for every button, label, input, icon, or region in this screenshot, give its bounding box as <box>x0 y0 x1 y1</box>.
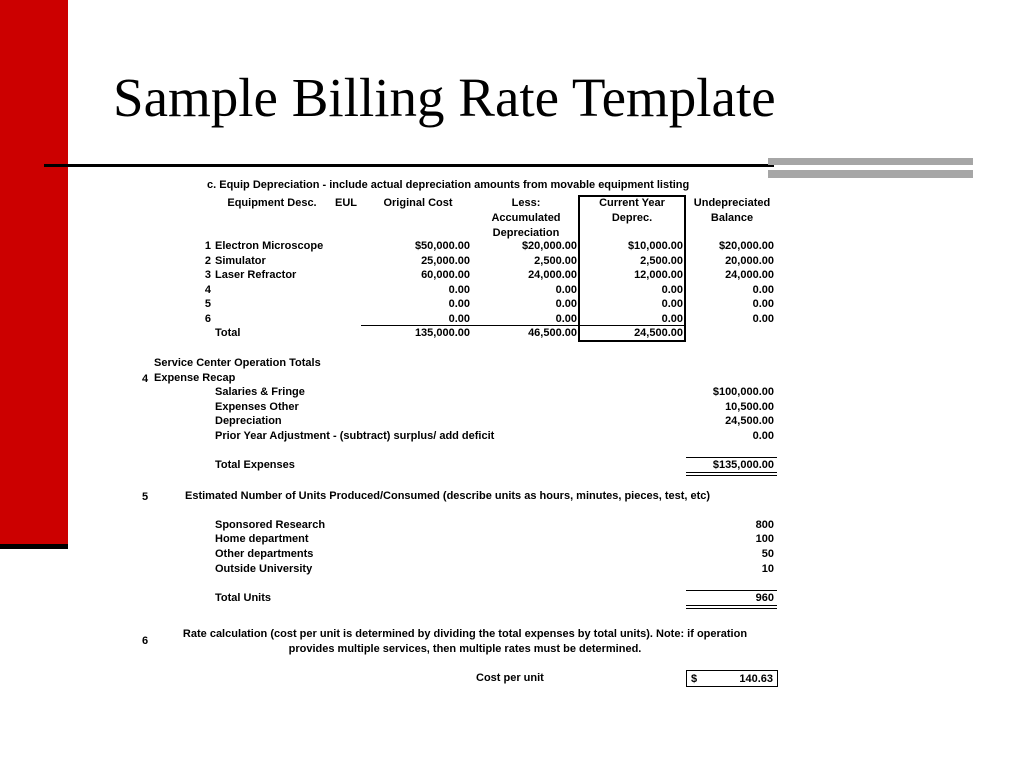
row-original-cost: 0.00 <box>448 284 470 296</box>
row-accum-depr: 24,000.00 <box>528 269 577 281</box>
row-original-cost: 25,000.00 <box>421 255 470 267</box>
row-accum-depr: 0.00 <box>555 298 577 310</box>
row-current-depr: 0.00 <box>661 313 683 325</box>
expense-label: Prior Year Adjustment - (subtract) surplus/ add deficit <box>215 430 495 442</box>
row-number: 1 <box>204 240 211 252</box>
row-number: 5 <box>204 298 211 310</box>
row-number: 4 <box>204 284 211 296</box>
total-expenses-value: $135,000.00 <box>712 459 774 471</box>
col-header-current-2: Deprec. <box>611 212 653 224</box>
units-value: 50 <box>761 548 774 560</box>
row-desc: Simulator <box>215 255 266 267</box>
row-desc: Electron Microscope <box>215 240 324 252</box>
expense-value: 0.00 <box>752 430 774 442</box>
row-undep-balance: 20,000.00 <box>725 255 774 267</box>
units-label: Sponsored Research <box>215 519 326 531</box>
units-value: 800 <box>755 519 774 531</box>
row-undep-balance: 0.00 <box>752 313 774 325</box>
units-value: 100 <box>755 533 774 545</box>
col-header-accum-2: Accumulated <box>491 212 561 224</box>
total-expenses-double-rule-1 <box>686 472 777 473</box>
depreciation-heading: c. Equip Depreciation - include actual depreciation amounts from movable equipment listing <box>207 179 690 191</box>
expense-label: Expenses Other <box>215 401 299 413</box>
cost-per-unit-box <box>686 670 778 687</box>
units-label: Home department <box>215 533 309 545</box>
expense-recap-heading: Expense Recap <box>154 372 236 384</box>
slide-title: Sample Billing Rate Template <box>113 67 776 128</box>
operation-totals-heading: Service Center Operation Totals <box>154 357 321 369</box>
row-number: 3 <box>204 269 211 281</box>
units-heading: Estimated Number of Units Produced/Consumed (describe units as hours, minutes, pieces, test, etc) <box>185 490 711 502</box>
col-header-current-1: Current Year <box>599 197 665 209</box>
expense-label: Salaries & Fringe <box>215 386 305 398</box>
col-header-accum-3: Depreciation <box>492 227 560 239</box>
total-original-cost: 135,000.00 <box>414 327 470 339</box>
row-original-cost: 0.00 <box>448 313 470 325</box>
row-accum-depr: $20,000.00 <box>521 240 577 252</box>
units-label: Outside University <box>215 563 313 575</box>
row-current-depr: 2,500.00 <box>640 255 683 267</box>
row-undep-balance: 0.00 <box>752 284 774 296</box>
row-current-depr: 0.00 <box>661 298 683 310</box>
title-underline <box>44 164 774 167</box>
current-year-box-right <box>684 195 686 342</box>
total-expenses-label: Total Expenses <box>215 459 295 471</box>
col-header-undep-2: Balance <box>710 212 754 224</box>
row-current-depr: 0.00 <box>661 284 683 296</box>
expense-label: Depreciation <box>215 415 282 427</box>
units-label: Other departments <box>215 548 314 560</box>
red-accent-bar <box>0 0 68 546</box>
row-current-depr: $10,000.00 <box>627 240 683 252</box>
row-undep-balance: 24,000.00 <box>725 269 774 281</box>
row-number: 2 <box>204 255 211 267</box>
section-number-6: 6 <box>142 635 149 647</box>
row-original-cost: 0.00 <box>448 298 470 310</box>
row-accum-depr: 0.00 <box>555 313 577 325</box>
accent-bar-shadow <box>0 544 68 549</box>
expense-value: 24,500.00 <box>725 415 774 427</box>
rate-calc-line-1: Rate calculation (cost per unit is determined by dividing the total expenses by total units). Note: if operation <box>182 628 748 640</box>
row-current-depr: 12,000.00 <box>634 269 683 281</box>
total-units-value: 960 <box>755 592 774 604</box>
row-accum-depr: 0.00 <box>555 284 577 296</box>
gray-stripe-bottom <box>768 170 973 178</box>
rate-calc-line-2: provides multiple services, then multiple rates must be determined. <box>288 643 642 655</box>
row-desc: Laser Refractor <box>215 269 297 281</box>
total-units-label: Total Units <box>215 592 272 604</box>
expense-value: $100,000.00 <box>712 386 774 398</box>
col-header-undep-1: Undepreciated <box>693 197 771 209</box>
cost-per-unit-label: Cost per unit <box>476 672 544 684</box>
currency-symbol: $ <box>691 673 698 685</box>
row-original-cost: $50,000.00 <box>414 240 470 252</box>
section-number-5: 5 <box>142 491 149 503</box>
col-header-original-cost: Original Cost <box>383 197 453 209</box>
total-units-double-rule-1 <box>686 605 777 606</box>
current-year-box-left <box>578 195 580 342</box>
col-header-eul: EUL <box>335 197 357 209</box>
section-number-4: 4 <box>142 373 149 385</box>
total-accum-depr: 46,500.00 <box>528 327 577 339</box>
row-number: 6 <box>204 313 211 325</box>
current-year-box-top <box>578 195 686 197</box>
gray-stripe-top <box>768 158 973 165</box>
col-header-accum-1: Less: <box>511 197 541 209</box>
cost-per-unit-value: 140.63 <box>739 673 773 685</box>
total-current-depr: 24,500.00 <box>634 327 683 339</box>
current-year-box-bottom <box>578 340 686 342</box>
units-value: 10 <box>761 563 774 575</box>
expense-value: 10,500.00 <box>725 401 774 413</box>
total-units-double-rule-2 <box>686 608 777 609</box>
depreciation-total-label: Total <box>215 327 241 339</box>
row-undep-balance: 0.00 <box>752 298 774 310</box>
row-undep-balance: $20,000.00 <box>718 240 774 252</box>
row-accum-depr: 2,500.00 <box>534 255 577 267</box>
col-header-desc: Equipment Desc. <box>227 197 317 209</box>
row-original-cost: 60,000.00 <box>421 269 470 281</box>
total-expenses-double-rule-2 <box>686 475 777 476</box>
